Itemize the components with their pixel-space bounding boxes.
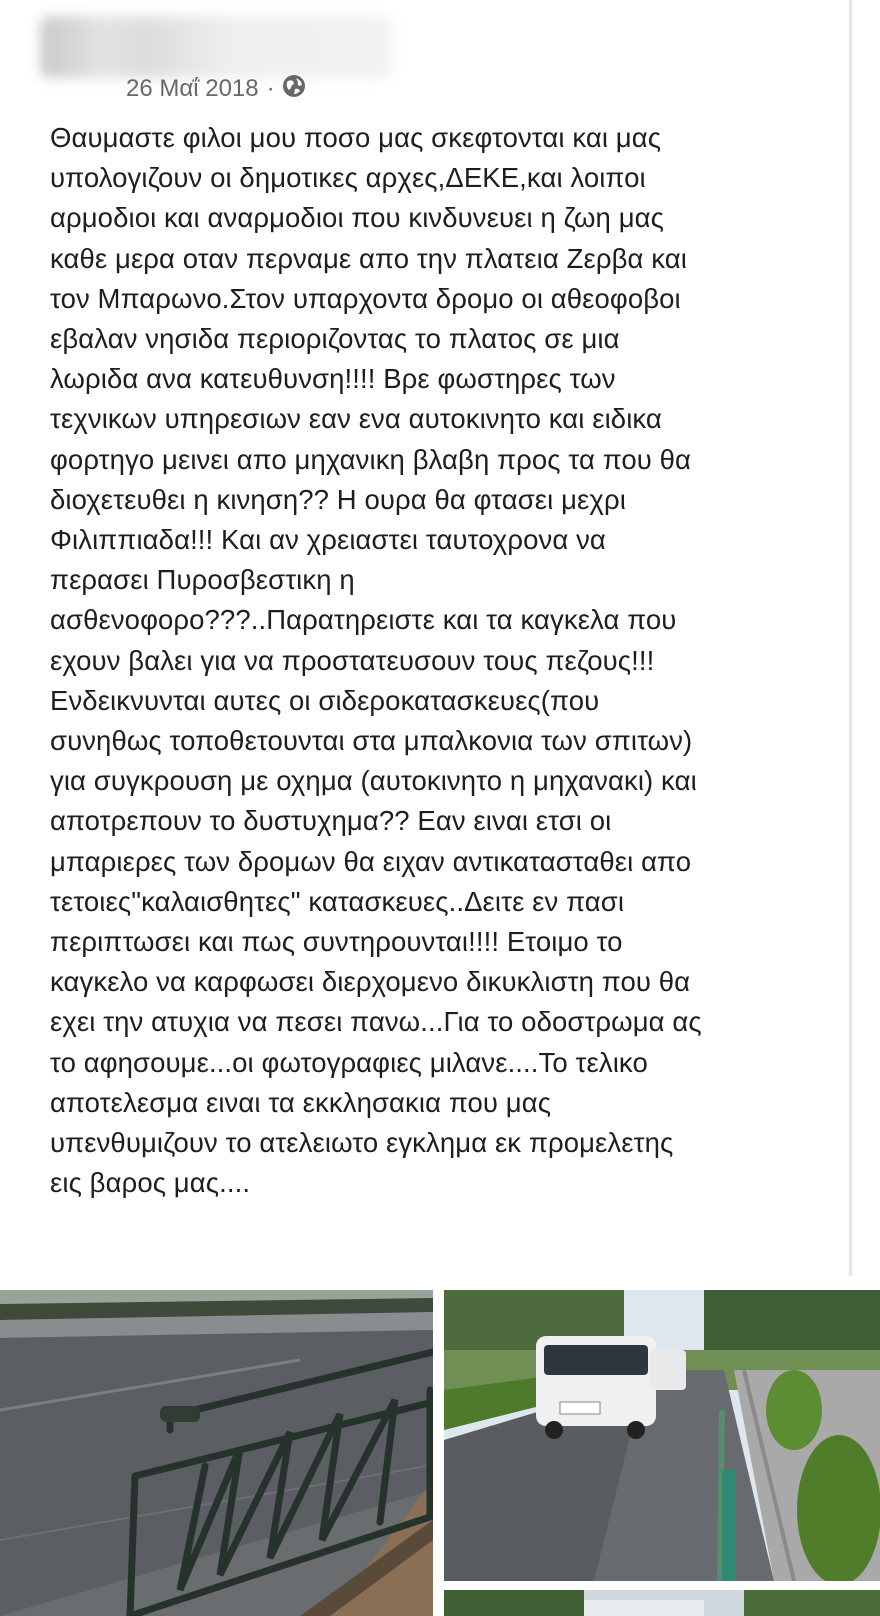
photo-partial-bottom[interactable] — [444, 1590, 880, 1616]
photo-road-van[interactable] — [444, 1290, 880, 1581]
post-body-text: Θαυμαστε φιλοι μου ποσο μας σκεφτονται και μας υπολογιζουν οι δημοτικες αρχες,ΔΕΚΕ,και λοιποι αρμοδιοι και αναρμοδιοι που κινδυνευει η ζωη μας καθε μερα οταν περναμε απο την πλατεια Ζερβα και τον Μπαρωνο.Στον υπαρχοντα δρομο οι αθεοφοβοι εβαλαν νησιδα περιοριζοντας το πλατος σε μια λωριδα ανα κατευθυνση!!!! Βρε φωστηρες των τεχνικων υπηρεσιων εαν ενα αυτοκινητο και ειδικα φορτηγο μεινει απο μηχανικη βλαβη προς τα που θα διοχετευθει η κινηση?? Η ουρα θα φτασει μεχρι Φιλιππιαδα!!! Και αν χρειαστει ταυτοχρονα να περασει Πυροσβεστικη η ασθενοφορο???..Παρατηρειστε και τα καγκελα που εχουν βαλει για να προστατευσουν τους πεζους!!! Ενδεικνυνται αυτες οι σιδεροκατασκευες(που συνηθως τοποθετουνται στα μπαλκονια των σπιτων) για συγκρουση με οχημα (αυτοκινητο η μηχανακι) και αποτρεπουν το δυστυχημα?? Εαν ειναι ετσι οι μπαριερες των δρομων θα ειχαν αντικατασταθει απο τετοιες"καλαισθητες" κατασκευες..Δειτε εν πασι περιπτωσει και πως συντηρουνται!!!! Ετοιμο το καγκελο να καρφωσει διερχομενο δικυκλιστη που θα εχει την ατυχια να πεσει πανω...Για το οδοστρωμα ας το αφησουμε...οι φωτογραφιες μιλανε....Το τελικο αποτελεσμα ειναι τα εκκλησακια που μας υπενθυμιζουν το ατελειωτο εγκλημα εκ προμελετης εις βαρος μας.... — [50, 122, 702, 1199]
author-name-redacted — [40, 16, 392, 78]
post-meta — [126, 72, 307, 106]
globe-icon[interactable] — [281, 73, 307, 106]
meta-separator: · — [266, 75, 275, 102]
post-date[interactable]: 26 Μαΐ 2018 — [126, 75, 259, 102]
photo-railing-sidewalk[interactable] — [0, 1290, 433, 1616]
post-card-border — [849, 0, 852, 1276]
